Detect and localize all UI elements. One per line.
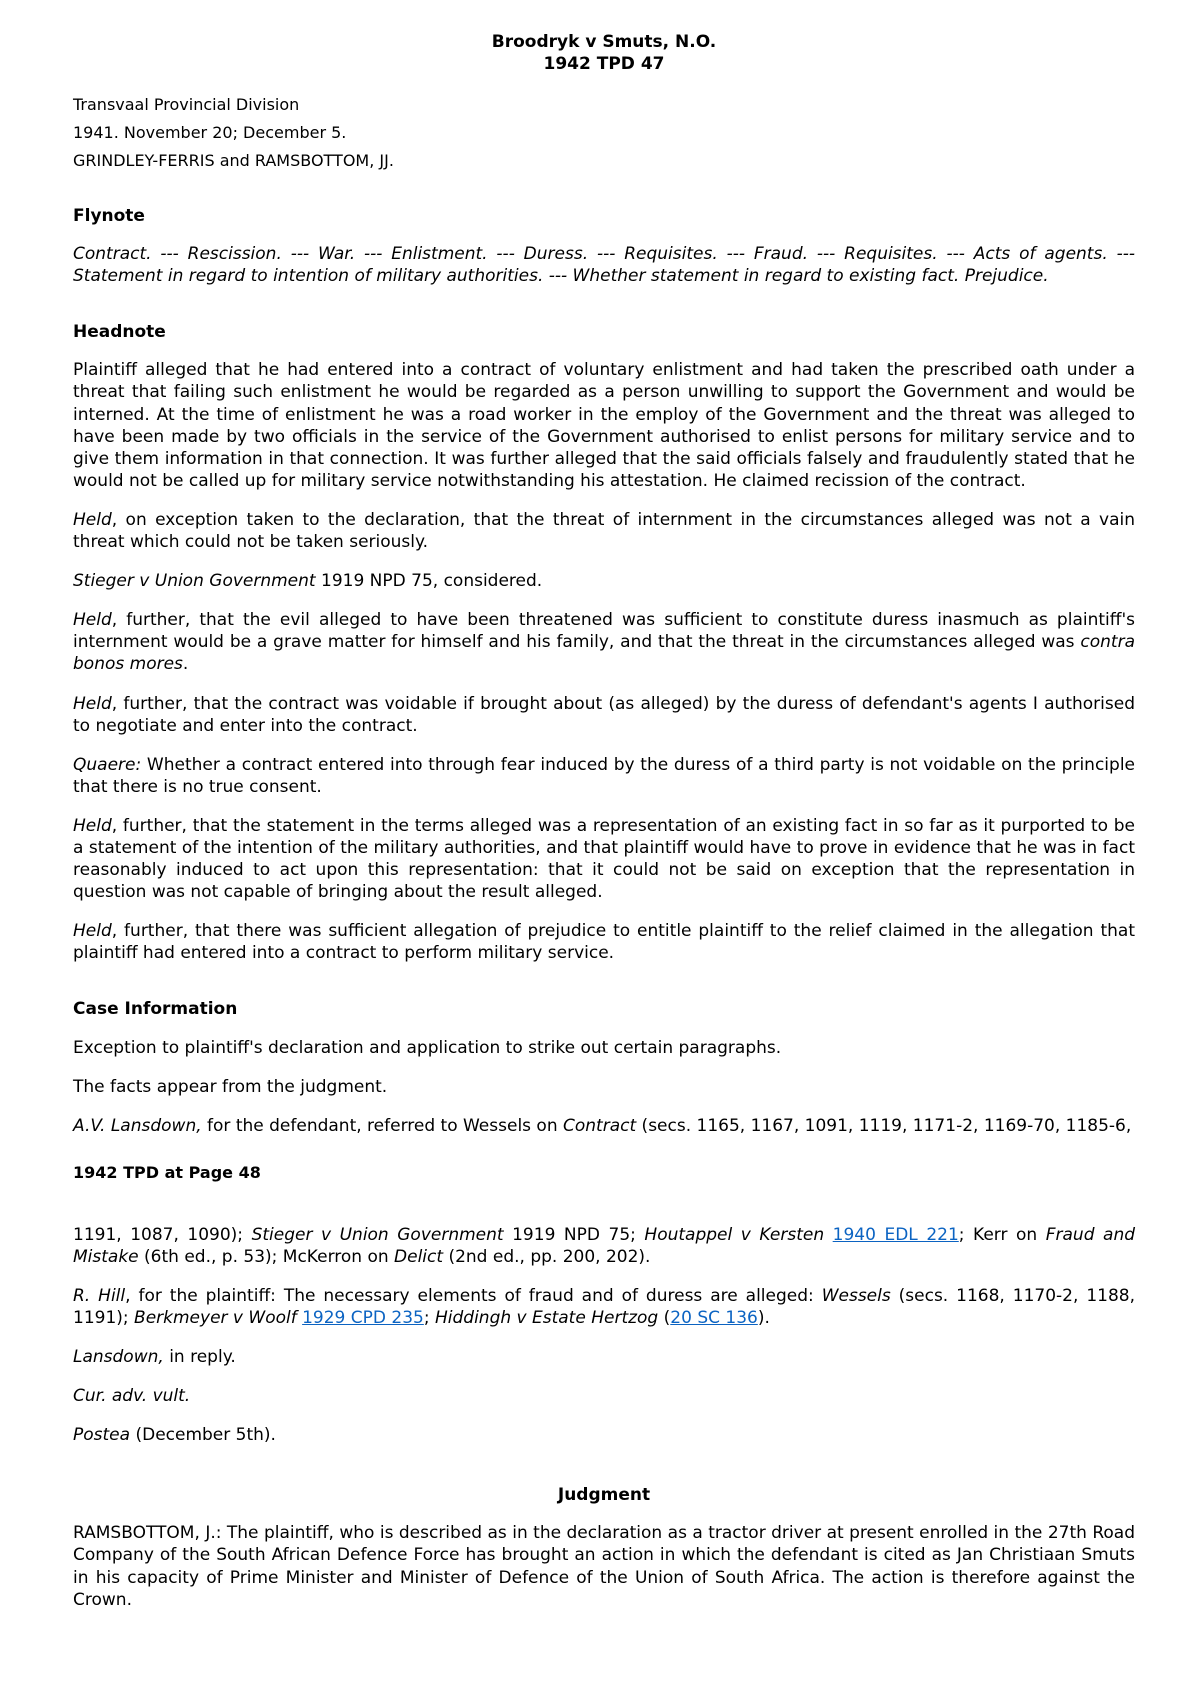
case-name: Broodryk v Smuts, N.O. xyxy=(491,32,717,52)
case-info-paragraph: A.V. Lansdown, for the defendant, referred to Wessels on Contract (secs. 1165, 1167, 1091, 1119, 1171-2, 1169-70, 1185-6, xyxy=(73,1115,1132,1136)
headnote-paragraph: Held, on exception taken to the declaration, that the threat of internment in the circumstances alleged was not a vain threat which could not be taken seriously. xyxy=(73,509,1135,553)
case-info-paragraph: Exception to plaintiff's declaration and application to strike out certain paragraphs. xyxy=(73,1037,782,1058)
judges: GRINDLEY-FERRIS and RAMSBOTTOM, JJ. xyxy=(73,151,394,170)
court-name: Transvaal Provincial Division xyxy=(73,95,300,114)
page-marker: 1942 TPD at Page 48 xyxy=(73,1162,261,1182)
case-info-heading: Case Information xyxy=(73,999,238,1020)
continuation-paragraph: Lansdown, in reply. xyxy=(73,1346,236,1367)
case-title xyxy=(73,31,1135,75)
headnote-heading: Headnote xyxy=(73,322,166,343)
headnote-paragraph: Held, further, that the statement in the terms alleged was a representation of an existing fact in so far as it purported to be a statement of the intention of the military authorities, and that plaintiff would have to prove in evidence that he was in fact reasonably induced to act upon this representation: that it could not be said on exception that the representation in question was not capable of bringing about the result alleged. xyxy=(73,815,1135,903)
citation-link[interactable]: 1929 CPD 235 xyxy=(302,1307,424,1328)
hearing-dates: 1941. November 20; December 5. xyxy=(73,123,347,142)
headnote-paragraph: Quaere: Whether a contract entered into through fear induced by the duress of a third party is not voidable on the principle that there is no true consent. xyxy=(73,754,1135,797)
continuation-paragraph: Cur. adv. vult. xyxy=(73,1386,191,1407)
case-meta xyxy=(73,95,1135,171)
headnote-paragraph: Held, further, that there was sufficient allegation of prejudice to entitle plaintiff to the relief claimed in the allegation that plaintiff had entered into a contract to perform military service. xyxy=(73,921,1135,964)
headnote-paragraph: Held, further, that the contract was voidable if brought about (as alleged) by the duress of defendant's agents I authorised to negotiate and enter into the contract. xyxy=(73,693,1135,736)
headnote-paragraph: Plaintiff alleged that he had entered into a contract of voluntary enlistment and had taken the prescribed oath under a threat that failing such enlistment he would be regarded as a person unwilling to support the Government and would be interned. At the time of enlistment he was a road worker in the employ of the Government and the threat was alleged to have been made by two officials in the service of the Government authorised to enlist persons for military service and to give them information in that connection. It was further alleged that the said officials falsely and fraudulently stated that he would not be called up for military service notwithstanding his attestation. He claimed recission of the contract. xyxy=(73,360,1135,491)
flynote-heading: Flynote xyxy=(73,206,145,226)
judgment-heading: Judgment xyxy=(557,1485,651,1506)
headnote-paragraph: Held, further, that the evil alleged to have been threatened was sufficient to constitute duress inasmuch as plaintiff's internment would be a grave matter for himself and his family, and that the threat in the circumstances alleged was contra bonos mores. xyxy=(73,610,1135,675)
continuation-paragraph: 1191, 1087, 1090); Stieger v Union Government 1919 NPD 75; Houtappel v Kersten 1940 EDL 221; Kerr on Fraud and Mistake (6th ed., p. 53); McKerron on Delict (2nd ed., pp. 200, 202). xyxy=(73,1224,1136,1267)
case-citation: 1942 TPD 47 xyxy=(543,54,665,74)
headnote-paragraph: Stieger v Union Government 1919 NPD 75, considered. xyxy=(73,571,543,592)
citation-link[interactable]: 1940 EDL 221 xyxy=(832,1224,959,1245)
continuation-paragraph: Postea (December 5th). xyxy=(73,1425,276,1446)
case-info-paragraph: The facts appear from the judgment. xyxy=(73,1076,388,1097)
judgment-paragraph: RAMSBOTTOM, J.: The plaintiff, who is described as in the declaration as a tractor driver at present enrolled in the 27th Road Company of the South African Defence Force has brought an action in which the defendant is cited as Jan Christiaan Smuts in his capacity of Prime Minister and Minister of Defence of the Union of South Africa. The action is therefore against the Crown. xyxy=(73,1523,1135,1610)
citation-link[interactable]: 20 SC 136 xyxy=(670,1307,758,1328)
flynote-text: Contract. --- Rescission. --- War. --- Enlistment. --- Duress. --- Requisites. --- Fraud. --- Requisites. --- Acts of agents. --- Statement in regard to intention of military authorities. --- Whether statement in regard to existing fact. Prejudice. xyxy=(73,244,1135,287)
continuation-paragraph: R. Hill, for the plaintiff: The necessary elements of fraud and of duress are alleged: Wessels (secs. 1168, 1170-2, 1188, 1191); Berkmeyer v Woolf 1929 CPD 235; Hiddingh v Estate Hertzog (20 SC 136). xyxy=(73,1285,1135,1328)
